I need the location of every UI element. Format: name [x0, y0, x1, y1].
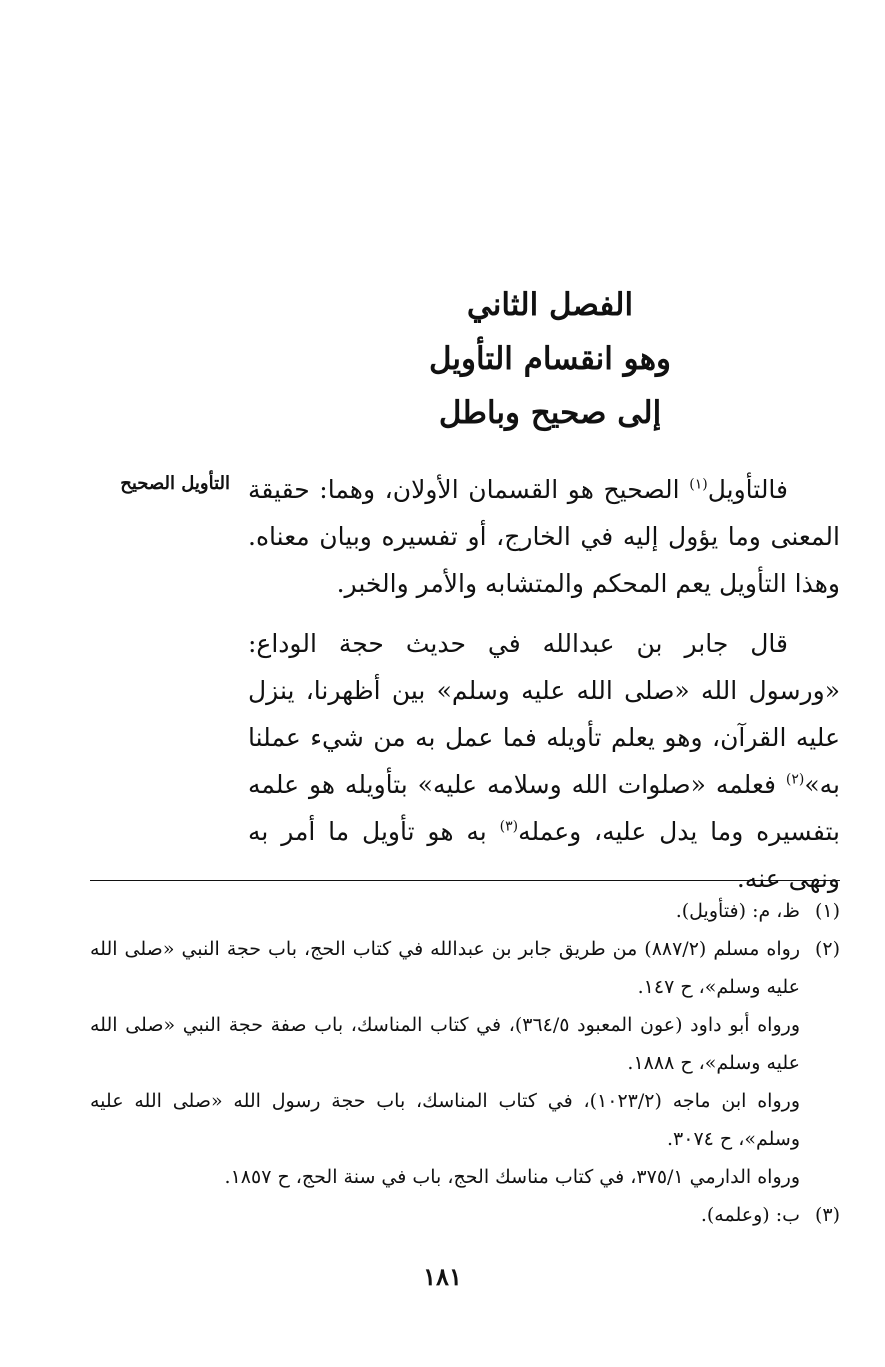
footnote-1 [90, 892, 840, 930]
footnote-2-continuation-3: ورواه الدارمي ٣٧٥/١، في كتاب مناسك الحج، باب في سنة الحج، ح ١٨٥٧. [224, 1166, 800, 1188]
paragraph-2 [248, 620, 840, 902]
footnote-text: ب: (وعلمه). [700, 1204, 800, 1226]
footnote-number: (١) [814, 900, 840, 922]
footnote-divider [90, 880, 840, 881]
footnote-number: (٢) [814, 938, 840, 960]
footnote-2-continuation-2: ورواه ابن ماجه (١٠٢٣/٢)، في كتاب المناسك، باب حجة رسول الله «صلى الله عليه وسلم»، ح ٣٠٧٤. [90, 1090, 800, 1150]
footnote-ref-1: (١) [689, 476, 708, 493]
page-number: ١٨١ [423, 1262, 462, 1291]
footnote-text: ظ، م: (فتأويل). [675, 900, 800, 922]
paragraph-1-rest: الصحيح هو القسمان الأولان، وهما: حقيقة المعنى وما يؤول إليه في الخارج، أو تفسيره وبيان معناه. وهذا التأويل يعم المحكم والمتشابه والأمر والخبر. [248, 475, 840, 598]
footnote-ref-3: (٣) [499, 818, 519, 835]
footnote-2 [90, 930, 840, 1006]
chapter-heading [300, 278, 800, 440]
paragraph-1 [248, 466, 840, 607]
footnote-text: رواه مسلم (٨٨٧/٢) من طريق جابر بن عبدالله في كتاب الحج، باب حجة النبي «صلى الله عليه وسلم»، ح ١٤٧. [90, 938, 801, 998]
footnote-2-continuation-1: ورواه أبو داود (عون المعبود ٣٦٤/٥)، في كتاب المناسك، باب صفة حجة النبي «صلى الله عليه وسلم»، ح ١٨٨٨. [90, 1014, 800, 1074]
chapter-title: الفصل الثاني [466, 287, 634, 323]
paragraph-2-part-1: قال جابر بن عبدالله في حديث حجة الوداع: «ورسول الله «صلى الله عليه وسلم» بين أظهرنا، ينزل عليه القرآن، وهو يعلم تأويله فما عمل به من شيء عملنا به» [248, 629, 840, 799]
footnote-3 [90, 1196, 840, 1234]
paragraph-1-start: فالتأويل [707, 475, 788, 504]
footnote-ref-2: (٢) [785, 771, 805, 788]
chapter-subtitle-line-1: وهو انقسام التأويل [428, 341, 672, 377]
chapter-subtitle-line-2: إلى صحيح وباطل [438, 395, 662, 431]
paragraph-2-part-2: فعلمه «صلوات الله وسلامه عليه» بتأويله هو علمه بتفسيره وما يدل عليه، وعمله [248, 770, 840, 846]
paragraph-2-part-3: به هو تأويل ما أمر به ونهى عنه. [248, 817, 840, 893]
footnotes [90, 892, 840, 1234]
footnote-number: (٣) [814, 1204, 840, 1226]
margin-note: التأويل الصحيح [120, 473, 230, 494]
